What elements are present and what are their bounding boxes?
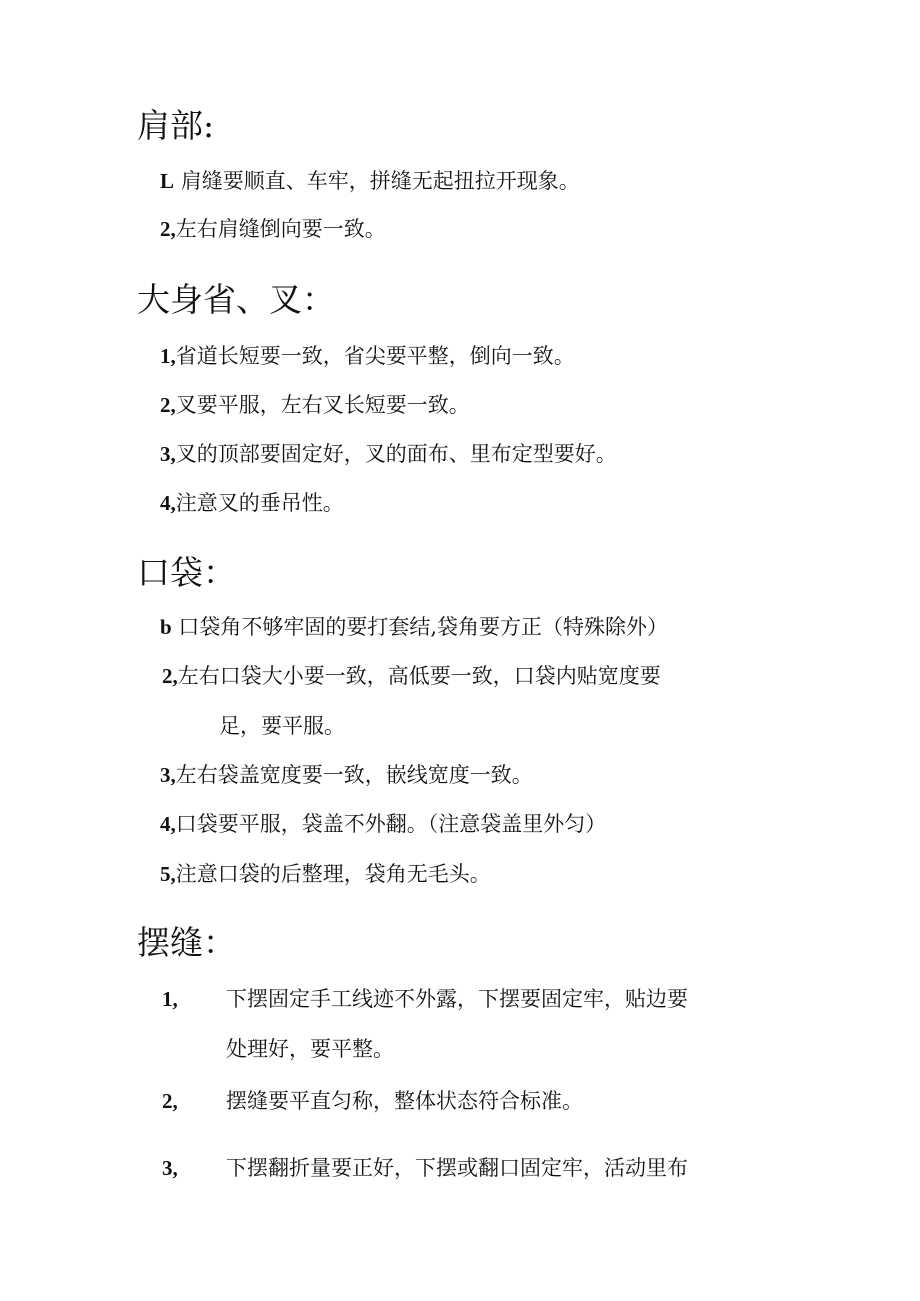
item-number: 3, (160, 763, 176, 787)
list-item (160, 166, 580, 196)
item-number: 2, (162, 664, 178, 688)
list-item-continuation: 足，要平服。 (219, 714, 345, 738)
list-item-continuation: 处理好，要平整。 (226, 1037, 394, 1061)
section-heading-hem: 摆缝： (137, 923, 236, 962)
item-number: 1, (160, 344, 176, 368)
item-text: 省道长短要一致，省尖要平整，倒向一致。 (175, 344, 575, 368)
list-item (160, 214, 386, 244)
list-item (162, 661, 661, 691)
list-item (160, 341, 575, 371)
item-number: 1, (162, 987, 178, 1011)
item-number: 3, (162, 1156, 178, 1180)
item-text: 注意口袋的后整理，袋角无毛头。 (175, 862, 491, 886)
item-number: 4, (160, 812, 176, 836)
section-heading-pocket: 口袋： (137, 553, 236, 592)
item-text: 叉的顶部要固定好，叉的面布、里布定型要好。 (175, 442, 617, 466)
list-item (160, 390, 470, 420)
list-item (160, 488, 344, 518)
item-text: 肩缝要顺直、车牢，拼缝无起扭拉开现象。 (174, 169, 580, 193)
item-number: 4, (160, 491, 176, 515)
list-item (160, 612, 668, 642)
list-item (160, 809, 606, 839)
item-number: 2, (160, 393, 176, 417)
item-text: 左右口袋大小要一致，高低要一致，口袋内贴宽度要 (177, 664, 661, 688)
item-text: 下摆翻折量要正好，下摆或翻口固定牢，活动里布 (226, 1156, 688, 1180)
list-item (160, 859, 491, 889)
item-text: 左右袋盖宽度要一致，嵌线宽度一致。 (175, 763, 533, 787)
item-text: 叉要平服，左右叉长短要一致。 (175, 393, 470, 417)
item-number: 3, (160, 442, 176, 466)
list-item (160, 439, 617, 469)
section-heading-body: 大身省、叉： (137, 280, 335, 319)
item-text: 口袋要平服，袋盖不外翻。（注意袋盖里外匀） (175, 812, 607, 836)
list-item (160, 760, 533, 790)
item-number: L (160, 169, 175, 193)
item-text: 摆缝要平直匀称，整体状态符合标准。 (226, 1089, 583, 1113)
item-text: 下摆固定手工线迹不外露，下摆要固定牢，贴边要 (226, 987, 688, 1011)
item-number: 2, (162, 1089, 178, 1113)
item-number: 5, (160, 862, 176, 886)
item-number: 2, (160, 217, 176, 241)
item-number: b (160, 615, 172, 639)
item-text: 左右肩缝倒向要一致。 (175, 217, 386, 241)
item-text: 注意叉的垂吊性。 (175, 491, 344, 515)
section-heading-shoulder: 肩部: (137, 106, 215, 145)
item-text: 口袋角不够牢固的要打套结,袋角要方正（特殊除外） (171, 615, 669, 639)
